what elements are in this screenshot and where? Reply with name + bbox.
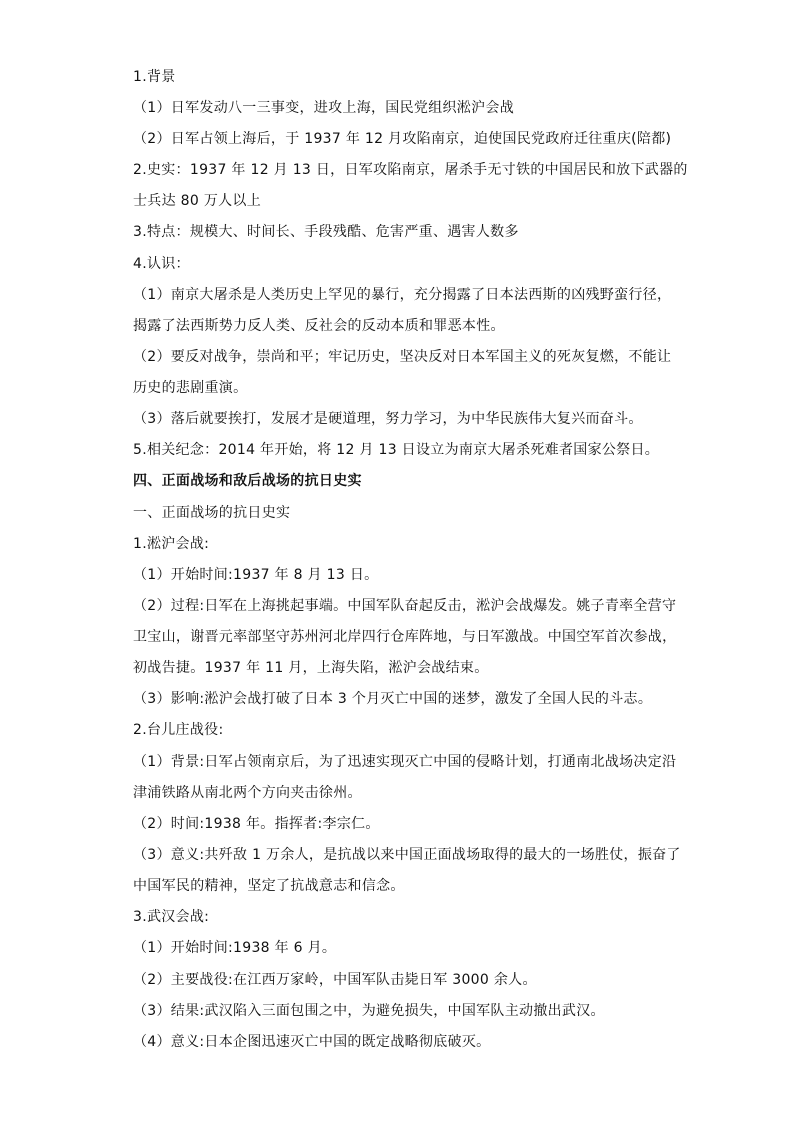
paragraph-line: 卫宝山，谢晋元率部坚守苏州河北岸四行仓库阵地，与日军激战。中国空军首次参战， [133, 629, 677, 645]
paragraph-line: （2）要反对战争，崇尚和平；牢记历史，坚决反对日本军国主义的死灰复燃，不能让 [133, 349, 672, 365]
paragraph-line: 初战告捷。1937 年 11 月，上海失陷，淞沪会战结束。 [133, 660, 489, 676]
section-heading: 4.认识： [133, 256, 190, 272]
paragraph-line: 历史的悲剧重演。 [133, 380, 248, 396]
paragraph-line: （1）背景:日军占领南京后，为了迅速实现灭亡中国的侵略计划，打通南北战场决定沿 [133, 754, 677, 770]
paragraph-line: 津浦铁路从南北两个方向夹击徐州。 [133, 785, 362, 801]
section-heading: 5.相关纪念：2014 年开始，将 12 月 13 日设立为南京大屠杀死难者国家公祭日。 [133, 442, 660, 458]
section-heading: 1.淞沪会战: [133, 536, 210, 552]
chapter-heading: 四、正面战场和敌后战场的抗日史实 [133, 473, 362, 489]
paragraph-line: （2）主要战役:在江西万家岭，中国军队击毙日军 3000 余人。 [133, 972, 537, 988]
paragraph-line: 中国军民的精神，坚定了抗战意志和信念。 [133, 878, 405, 894]
paragraph-line: 士兵达 80 万人以上 [133, 193, 262, 209]
section-heading: 2.史实：1937 年 12 月 13 日，日军攻陷南京，屠杀手无寸铁的中国居民和放下武器的 [133, 162, 688, 178]
paragraph-line: （1）开始时间:1938 年 6 月。 [133, 940, 337, 956]
paragraph-line: （1）日军发动八一三事变，进攻上海，国民党组织淞沪会战 [133, 100, 515, 116]
paragraph-line: （4）意义:日本企图迅速灭亡中国的既定战略彻底破灭。 [133, 1034, 491, 1050]
paragraph-line: （2）时间:1938 年。指挥者:李宗仁。 [133, 816, 380, 832]
section-heading: 3.特点：规模大、时间长、手段残酷、危害严重、遇害人数多 [133, 224, 519, 240]
paragraph-line: （1）开始时间:1937 年 8 月 13 日。 [133, 567, 379, 583]
paragraph-line: （3）落后就要挨打，发展才是硬道理，努力学习，为中华民族伟大复兴而奋斗。 [133, 411, 643, 427]
paragraph-line: （3）结果:武汉陷入三面包围之中，为避免损失，中国军队主动撤出武汉。 [133, 1003, 605, 1019]
paragraph-line: （2）过程:日军在上海挑起事端。中国军队奋起反击，淞沪会战爆发。姚子青率全营守 [133, 598, 677, 614]
section-heading: 2.台儿庄战役: [133, 722, 224, 738]
subsection-heading: 一、正面战场的抗日史实 [133, 505, 291, 521]
paragraph-line: （3）影响:淞沪会战打破了日本 3 个月灭亡中国的迷梦，激发了全国人民的斗志。 [133, 691, 653, 707]
paragraph-line: （3）意义:共歼敌 1 万余人，是抗战以来中国正面战场取得的最大的一场胜仗，振奋了 [133, 847, 681, 863]
section-heading: 3.武汉会战: [133, 909, 210, 925]
paragraph-line: （1）南京大屠杀是人类历史上罕见的暴行，充分揭露了日本法西斯的凶残野蛮行径， [133, 287, 672, 303]
paragraph-line: （2）日军占领上海后，于 1937 年 12 月攻陷南京，迫使国民党政府迁往重庆(陪都) [133, 131, 672, 147]
paragraph-line: 揭露了法西斯势力反人类、反社会的反动本质和罪恶本性。 [133, 318, 505, 334]
section-heading: 1.背景 [133, 69, 176, 85]
